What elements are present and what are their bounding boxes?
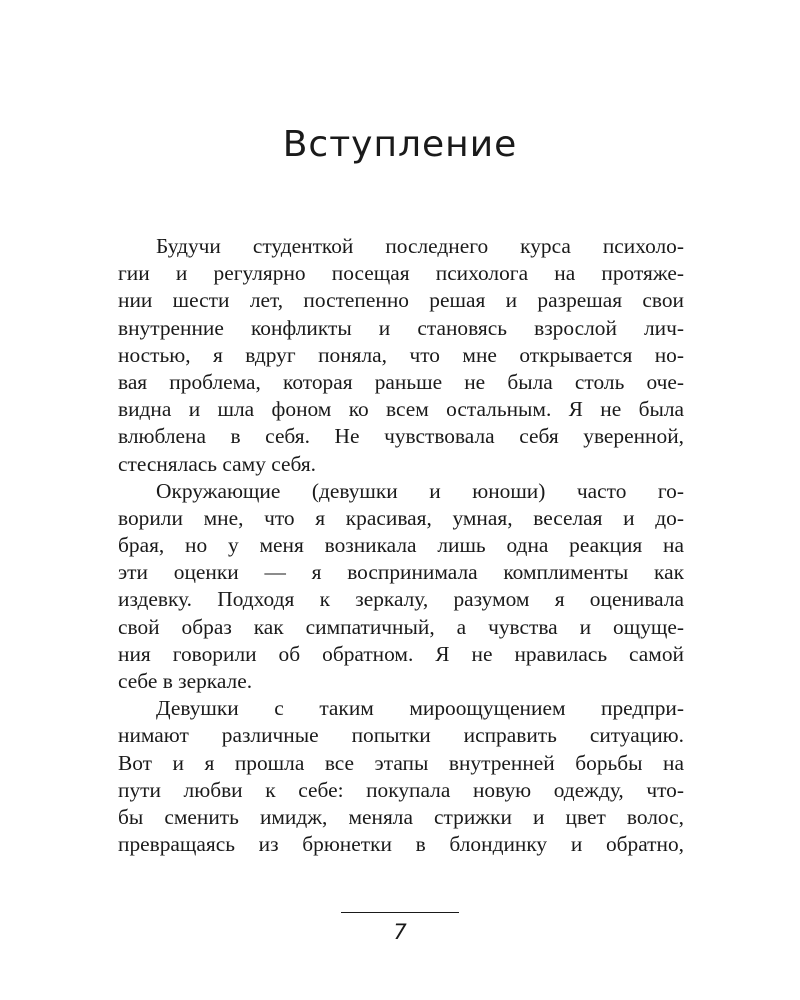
text-line: Вот и я прошла все этапы внутренней борьбы на: [118, 750, 684, 775]
text-line: Окружающие (девушки и юноши) часто го-: [156, 478, 684, 503]
text-line: видна и шла фоном ко всем остальным. Я не была: [118, 397, 684, 422]
text-line: себе в зеркале.: [118, 669, 253, 693]
text-line: внутренние конфликты и становясь взрослой лич-: [118, 315, 684, 340]
paragraph: [118, 233, 684, 478]
text-line: бы сменить имидж, меняла стрижки и цвет волос,: [118, 804, 684, 829]
folio-rule: [341, 912, 459, 913]
text-line: превращаясь из брюнетки в блондинку и обратно,: [118, 832, 684, 857]
text-line: Девушки с таким мироощущением предпри-: [156, 696, 684, 721]
paragraph: [118, 695, 684, 858]
text-line: свой образ как симпатичный, а чувства и ощуще-: [118, 614, 684, 639]
page-number: 7: [393, 920, 407, 944]
text-line: ностью, я вдруг поняла, что мне открывается но-: [118, 342, 684, 367]
text-line: влюблена в себя. Не чувствовала себя уверенной,: [118, 424, 684, 449]
text-line: гии и регулярно посещая психолога на протяже-: [118, 261, 684, 286]
text-line: эти оценки — я воспринимала комплименты как: [118, 560, 684, 585]
text-line: брая, но у меня возникала лишь одна реакция на: [118, 533, 684, 558]
text-line: вая проблема, которая раньше не была столь оче-: [118, 369, 684, 394]
text-line: нимают различные попытки исправить ситуацию.: [118, 723, 684, 748]
text-line: пути любви к себе: покупала новую одежду, что-: [118, 777, 684, 802]
text-line: ворили мне, что я красивая, умная, веселая и до-: [118, 505, 684, 530]
text-line: ния говорили об обратном. Я не нравилась самой: [118, 641, 684, 666]
text-line: стеснялась саму себя.: [118, 451, 317, 476]
text-line: издевку. Подходя к зеркалу, разумом я оценивала: [118, 587, 684, 612]
text-line: нии шести лет, постепенно решая и разрешая свои: [118, 288, 684, 313]
paragraph: [118, 478, 684, 696]
body-text: [118, 233, 684, 858]
text-line: Будучи студенткой последнего курса психоло-: [156, 234, 684, 258]
chapter-title: Вступление: [282, 124, 518, 165]
